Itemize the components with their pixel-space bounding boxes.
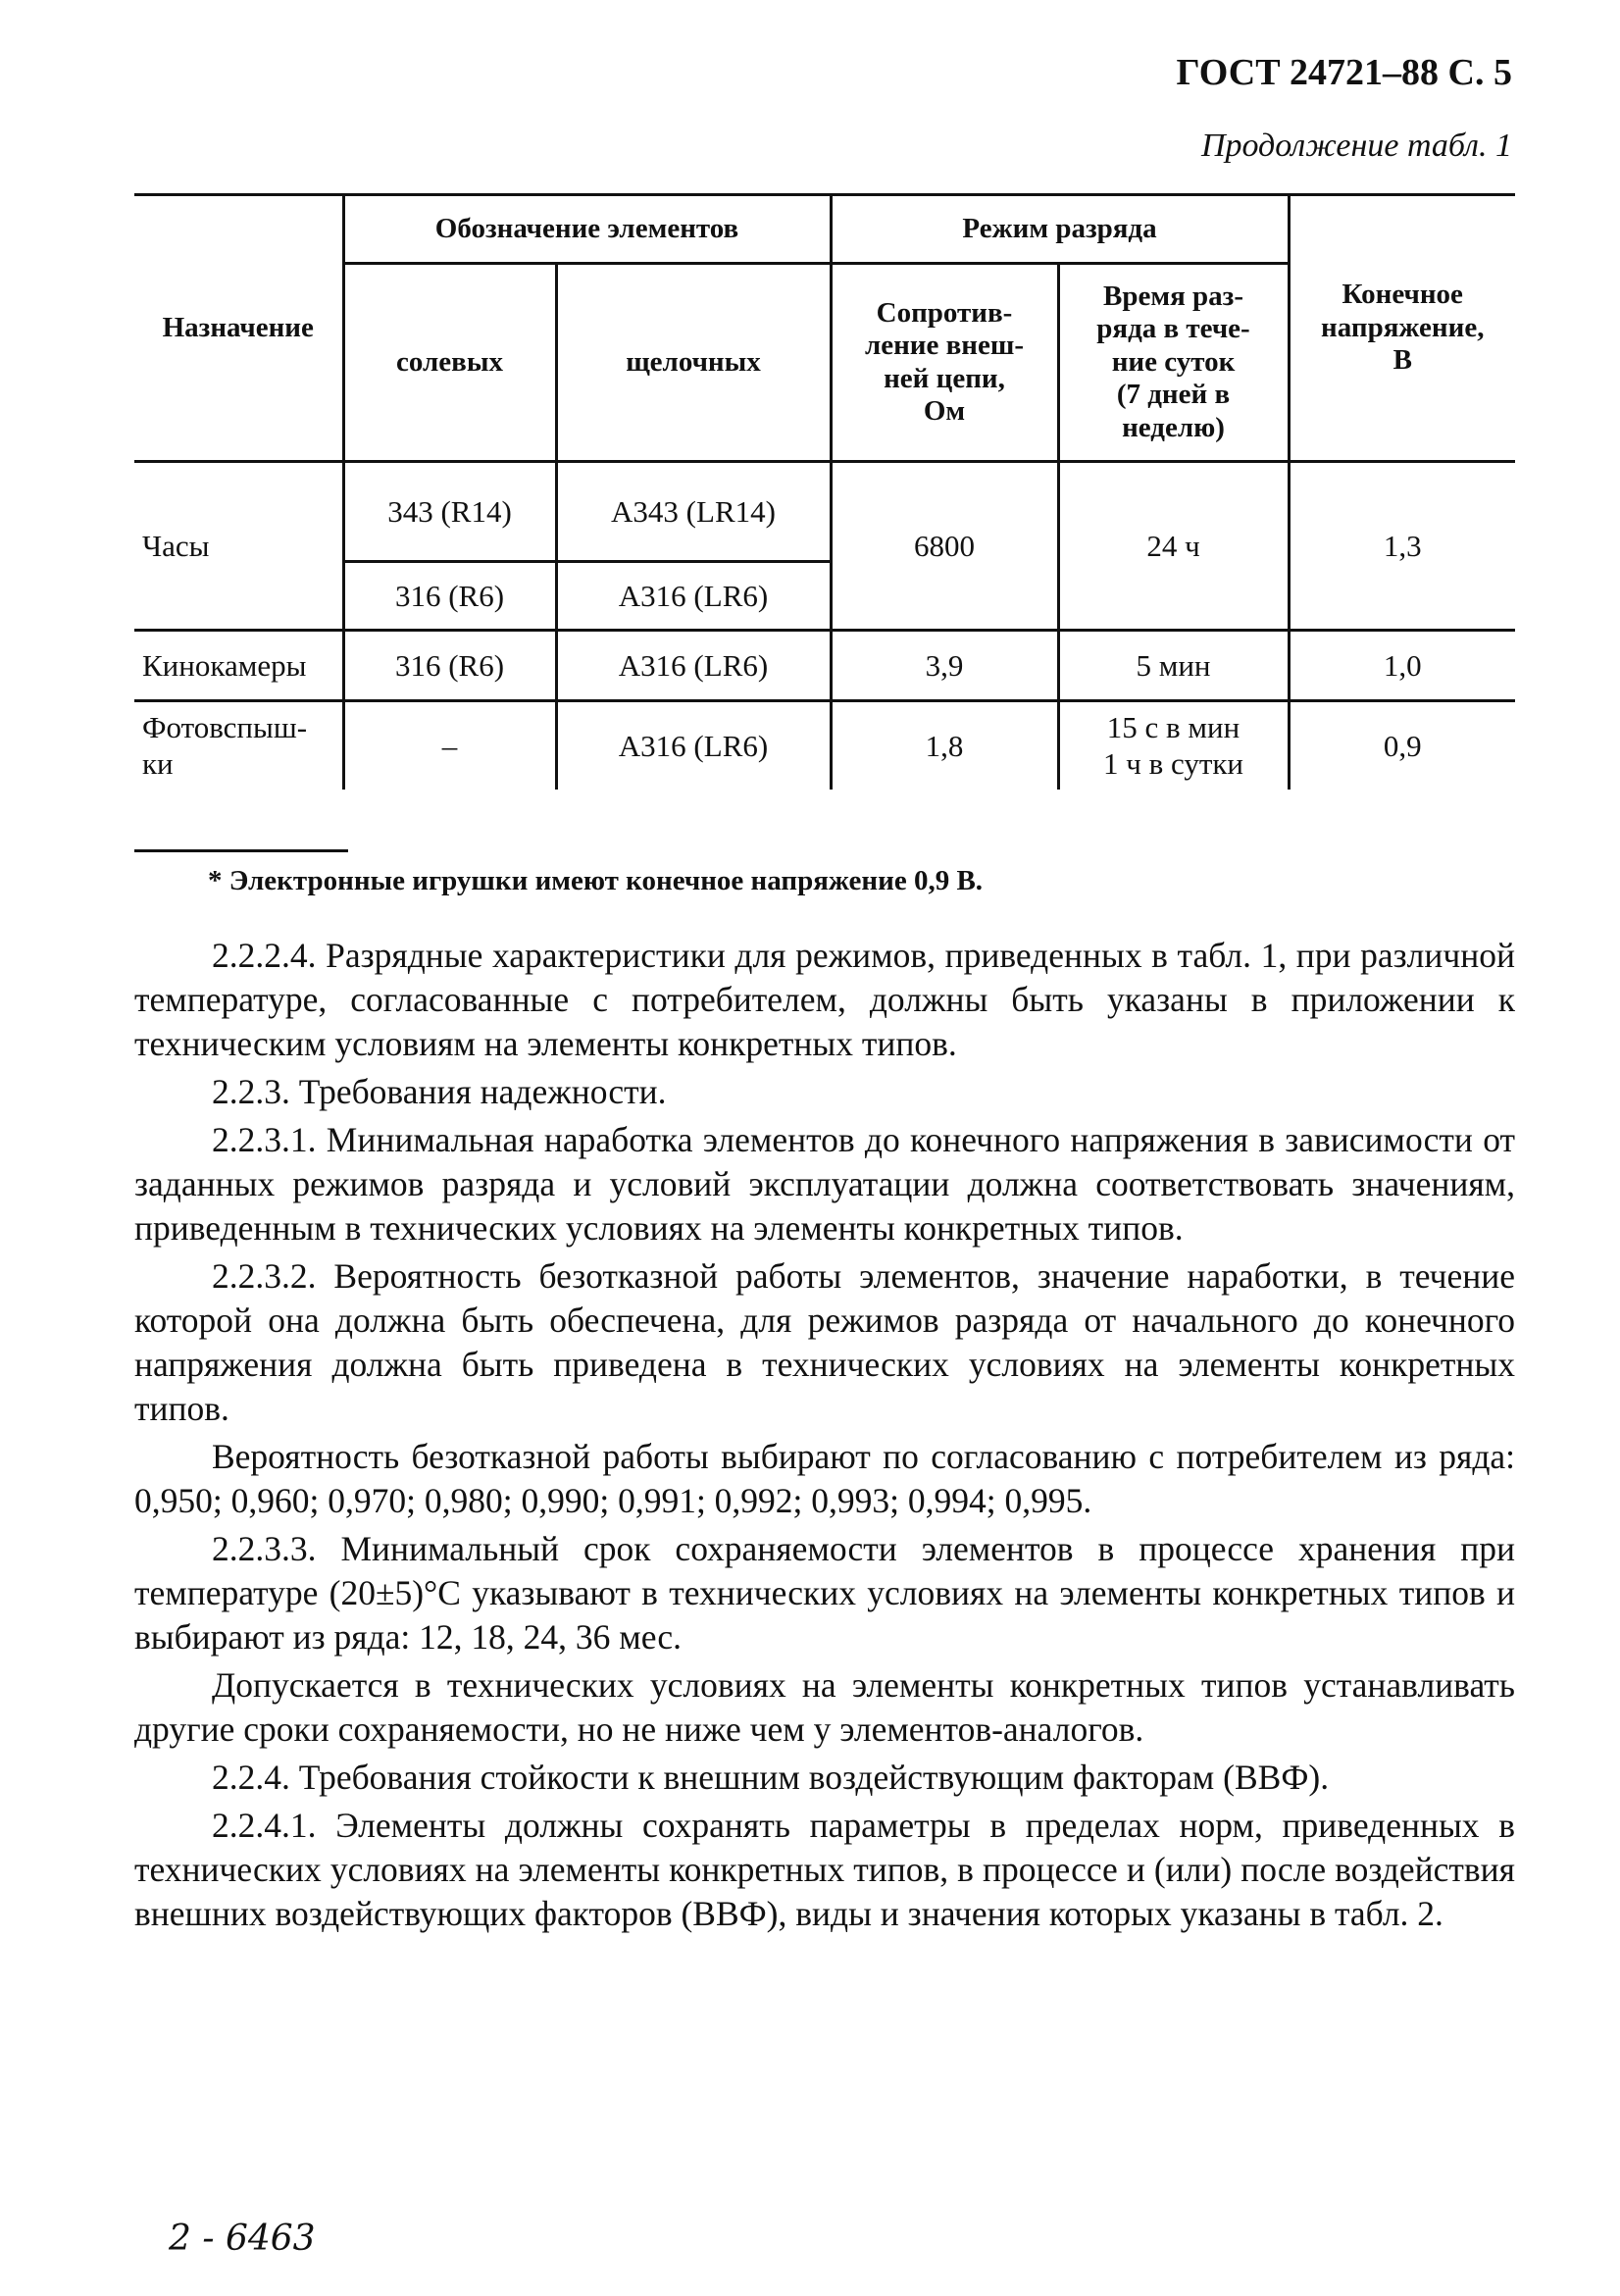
- paragraph-2-2-2-4: 2.2.2.4. Разрядные характеристики для режимов, приведенных в табл. 1, при различной температуре, согласованные с потребителем, должны быть указаны в приложении к техническим условиям на элементы конкретных типов.: [134, 936, 1515, 1063]
- paragraph-reliability-values: Вероятность безотказной работы выбирают по согласованию с потребителем из ряда: 0,950; 0,960; 0,970; 0,980; 0,990; 0,991; 0,992; 0,993; 0,994; 0,995.: [134, 1437, 1515, 1520]
- paragraph-2-2-3: 2.2.3. Требования надежности.: [212, 1072, 667, 1111]
- time-cell: 24 ч: [1058, 462, 1289, 631]
- table-row: [134, 631, 1515, 701]
- time-cell: 15 с в мин 1 ч в сутки: [1058, 701, 1289, 790]
- header-elements-designation-label: Обозначение элементов: [434, 212, 739, 244]
- header-final-voltage: [1289, 195, 1515, 462]
- paragraph-2-2-3-1: 2.2.3.1. Минимальная наработка элементов до конечного напряжения в зависимости от заданных режимов разряда и условий эксплуатации должна соответствовать значениям, приведенным в технических условиях на элементы конкретных типов.: [134, 1120, 1515, 1248]
- footnote-divider: [134, 849, 348, 852]
- header-discharge-mode-label: Режим разряда: [962, 212, 1157, 244]
- alkaline-cell: A316 (LR6): [556, 631, 831, 701]
- voltage-cell: 0,9: [1289, 701, 1515, 790]
- alkaline-cell: A316 (LR6): [556, 701, 831, 790]
- alkaline-cell: A316 (LR6): [556, 562, 831, 631]
- header-alkaline: [556, 264, 831, 462]
- saline-cell: –: [343, 701, 556, 790]
- header-saline-label: солевых: [396, 345, 503, 378]
- paragraph-2-2-3-2: 2.2.3.2. Вероятность безотказной работы элементов, значение наработки, в течение которой она должна быть обеспечена, для режимов разряда от начального до конечного напряжения должна быть приведена в технических условиях на элементы конкретных типов.: [134, 1256, 1515, 1428]
- voltage-cell: 1,0: [1289, 631, 1515, 701]
- header-alkaline-label: щелочных: [626, 345, 761, 378]
- header-resistance-label: Сопротив- ление внеш- ней цепи, Ом: [864, 296, 1025, 427]
- table-row: [134, 462, 1515, 562]
- saline-cell: 316 (R6): [343, 562, 556, 631]
- row-purpose-cell: Фотовспыш- ки: [142, 710, 308, 782]
- paragraph-2-2-4: 2.2.4. Требования стойкости к внешним воздействующим факторам (ВВФ).: [212, 1758, 1330, 1797]
- handwritten-page-note: 2 - 6463: [169, 2219, 316, 2259]
- resistance-cell: 1,8: [831, 701, 1058, 790]
- header-discharge-time-label: Время раз- ряда в тече- ние суток (7 дней в неделю): [1096, 281, 1250, 443]
- alkaline-cell: A343 (LR14): [556, 462, 831, 562]
- saline-cell: 316 (R6): [343, 631, 556, 701]
- body-text: [134, 934, 1515, 1940]
- footnote: * Электронные игрушки имеют конечное напряжение 0,9 В.: [208, 865, 984, 896]
- resistance-cell: 3,9: [831, 631, 1058, 701]
- header-discharge-mode: [831, 195, 1289, 264]
- header-purpose: [134, 195, 343, 462]
- resistance-cell: 6800: [831, 462, 1058, 631]
- paragraph-storage-allowance: Допускается в технических условиях на элементы конкретных типов устанавливать другие сроки сохраняемости, но не ниже чем у элементов-аналогов.: [134, 1665, 1515, 1749]
- voltage-cell: 1,3: [1289, 462, 1515, 631]
- time-cell: 5 мин: [1058, 631, 1289, 701]
- header-elements-designation: [343, 195, 831, 264]
- row-purpose-cell: Часы: [134, 462, 343, 631]
- header-discharge-time: [1058, 264, 1289, 462]
- header-final-voltage-label: Конечное напряжение, В: [1321, 279, 1485, 377]
- discharge-table: [134, 193, 1515, 790]
- row-purpose-cell: Кинокамеры: [134, 631, 343, 701]
- saline-cell: 343 (R14): [343, 462, 556, 562]
- paragraph-2-2-4-1: 2.2.4.1. Элементы должны сохранять параметры в пределах норм, приведенных в технических условиях на элементы конкретных типов, в процессе и (или) после воздействия внешних воздействующих факторов (ВВФ), виды и значения которых указаны в табл. 2.: [134, 1806, 1515, 1933]
- header-resistance: [831, 264, 1058, 462]
- header-saline: [343, 264, 556, 462]
- header-purpose-label: Назначение: [162, 311, 314, 343]
- table-continuation-label: Продолжение табл. 1: [1200, 128, 1512, 164]
- table-row: [134, 701, 1515, 790]
- paragraph-2-2-3-3: 2.2.3.3. Минимальный срок сохраняемости элементов в процессе хранения при температуре (20±5)°С указывают в технических условиях на элементы конкретных типов и выбирают из ряда: 12, 18, 24, 36 мес.: [134, 1529, 1515, 1657]
- document-id: ГОСТ 24721–88 С. 5: [1176, 52, 1512, 93]
